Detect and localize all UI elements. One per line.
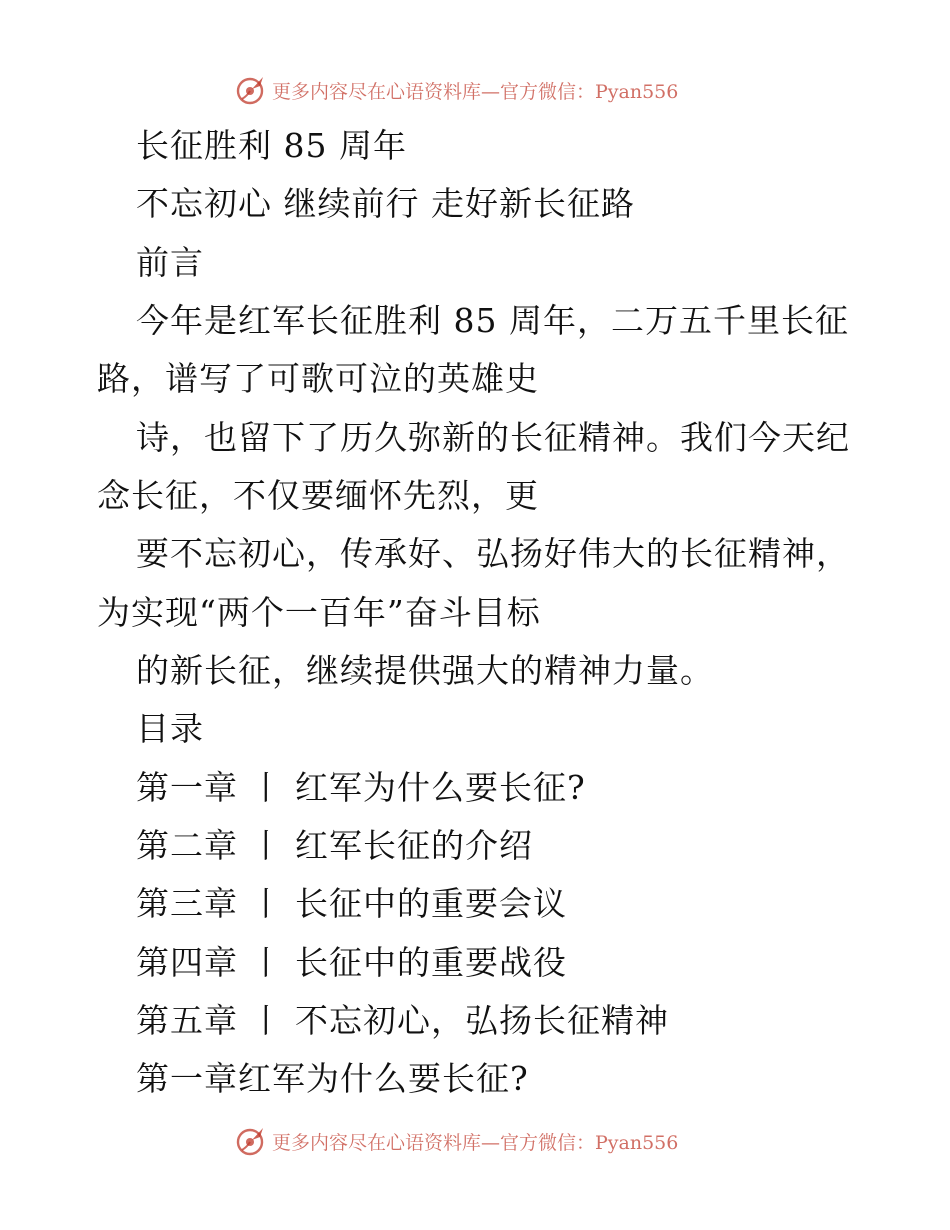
paragraph-line: 念长征，不仅要缅怀先烈，更	[97, 476, 539, 515]
paragraph-line: 要不忘初心，传承好、弘扬好伟大的长征精神，	[136, 534, 850, 573]
doc-subtitle: 不忘初心 继续前行 走好新长征路	[136, 184, 635, 223]
toc-item-chapter-5: 第五章 丨 不忘初心，弘扬长征精神	[136, 1001, 669, 1040]
paragraph-line: 诗，也留下了历久弥新的长征精神。我们今天纪	[136, 418, 850, 457]
watermark-text	[272, 1128, 678, 1155]
watermark-separator: —	[481, 80, 501, 103]
watermark-wechat: 官方微信：Pyan556	[500, 80, 679, 103]
watermark-brand: 更多内容尽在心语资料库	[272, 80, 482, 103]
paragraph-line: 为实现“两个一百年”奋斗目标	[97, 593, 541, 632]
toc-item-chapter-3: 第三章 丨 长征中的重要会议	[136, 884, 567, 923]
watermark-brand: 更多内容尽在心语资料库	[272, 1131, 482, 1154]
paragraph-line: 的新长征，继续提供强大的精神力量。	[136, 651, 714, 690]
paragraph-line: 今年是红军长征胜利 85 周年，二万五千里长征	[136, 301, 849, 340]
watermark-wechat: 官方微信：Pyan556	[500, 1131, 679, 1154]
toc-heading: 目录	[136, 709, 204, 748]
watermark-banner-bottom	[234, 1124, 714, 1158]
toc-item-chapter-2: 第二章 丨 红军长征的介绍	[136, 826, 533, 865]
toc-item-chapter-1: 第一章 丨 红军为什么要长征?	[136, 768, 586, 807]
paragraph-line: 路，谱写了可歌可泣的英雄史	[97, 359, 539, 398]
preface-heading: 前言	[136, 243, 204, 282]
watermark-text	[272, 77, 678, 104]
quill-logo-icon	[234, 1125, 266, 1157]
chapter-1-heading: 第一章红军为什么要长征?	[136, 1059, 529, 1098]
watermark-separator: —	[481, 1131, 501, 1154]
watermark-banner-top	[234, 73, 714, 107]
toc-item-chapter-4: 第四章 丨 长征中的重要战役	[136, 943, 567, 982]
doc-title: 长征胜利 85 周年	[136, 126, 407, 165]
quill-logo-icon	[234, 74, 266, 106]
